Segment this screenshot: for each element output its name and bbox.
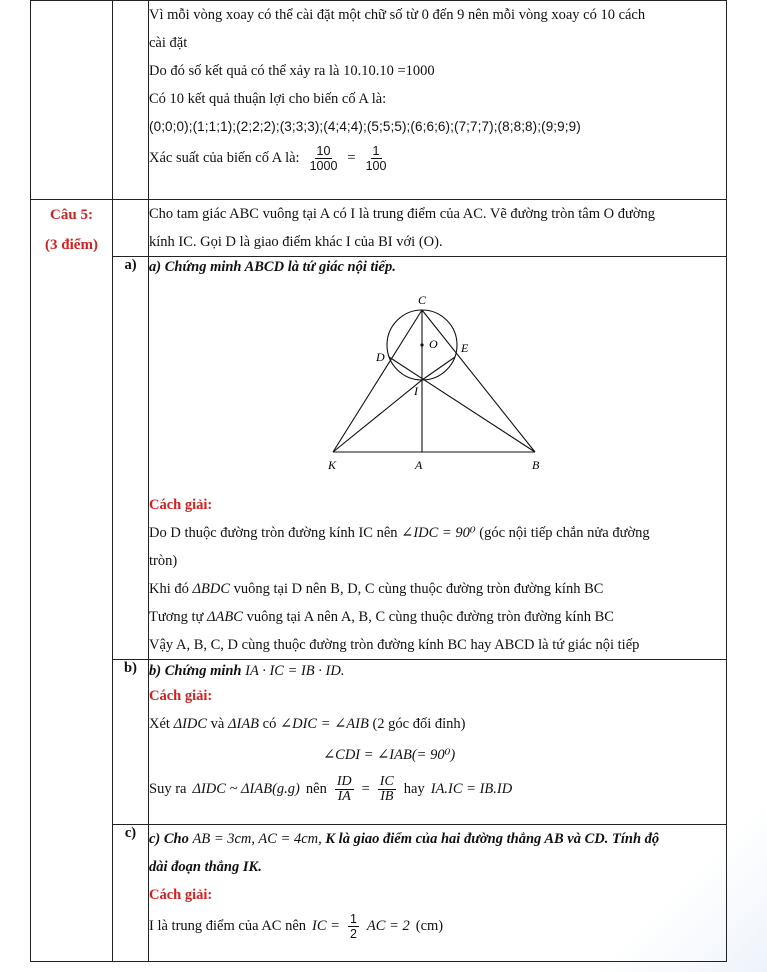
part-b-label: b)	[113, 660, 149, 825]
numerator: 1	[349, 911, 357, 926]
fraction-1-2	[348, 912, 359, 941]
text-segment: vuông tại A nên A, B, C cùng thuộc đường tròn đường kính BC	[246, 609, 614, 625]
text-segment: (2 góc đối đỉnh)	[372, 716, 466, 732]
triangle-circle-diagram	[325, 277, 555, 487]
row-probability	[31, 1, 727, 200]
text-line: Vậy A, B, C, D cùng thuộc đường tròn đường kính BC hay ABCD là tứ giác nội tiếp	[149, 637, 640, 653]
cell-blank-2	[113, 1, 149, 200]
segment-ki	[333, 380, 422, 452]
text-line: kính IC. Gọi D là giao điểm khác I của BI với (O).	[149, 234, 443, 250]
cell-part-a	[149, 257, 727, 660]
text-segment: vuông tại D nên B, D, C cùng thuộc đường tròn đường kính BC	[233, 581, 604, 597]
text-segment: c) Cho	[149, 831, 189, 847]
math-triangle-bdc: ΔBDC	[192, 581, 231, 597]
cell-part-b	[149, 660, 727, 825]
row-part-b	[31, 660, 727, 825]
fraction-1-100	[364, 144, 389, 173]
label-d: D	[376, 350, 385, 364]
denominator: IB	[380, 788, 394, 804]
solution-table	[30, 0, 727, 962]
text-line: cài đặt	[149, 35, 188, 51]
label-o: O	[429, 337, 438, 351]
solution-heading: Cách giải:	[149, 497, 213, 513]
math-triangle-idc: ΔIDC	[173, 716, 208, 732]
numerator: 10	[316, 143, 331, 158]
label-b: B	[532, 458, 540, 472]
text-line: Do đó số kết quả có thể xảy ra là 10.10.10 =1000	[149, 63, 435, 79]
question-number: Câu 5:	[50, 207, 93, 223]
text-line	[149, 603, 726, 631]
row-cau5-intro	[31, 200, 727, 257]
math-angle-cdi: ∠CDI = ∠IAB(= 90⁰)	[323, 747, 456, 763]
question-label-cell	[31, 200, 113, 962]
solution-heading: Cách giải:	[149, 688, 213, 704]
text-segment: b) Chứng minh	[149, 663, 242, 679]
equals-sign: =	[347, 150, 356, 166]
numerator: IC	[379, 773, 394, 789]
ic-length-line	[149, 909, 726, 943]
row-part-c	[31, 825, 727, 962]
part-c-title	[149, 825, 726, 853]
text-line: Có 10 kết quả thuận lợi cho biến cố A là:	[149, 91, 387, 107]
math-ia-ic-ib-id: IA · IC = IB · ID.	[245, 663, 345, 679]
math-ic: IC =	[312, 918, 340, 934]
similarity-line	[149, 772, 726, 806]
fraction-id-ia	[335, 775, 354, 804]
part-a-title: a) Chứng minh ABCD là tứ giác nội tiếp.	[149, 259, 396, 275]
text-segment: Xét	[149, 716, 170, 732]
part-c-label: c)	[113, 825, 149, 962]
center-o-dot	[420, 343, 423, 346]
cell-probability-solution	[149, 1, 727, 200]
math-angle-idc: ∠IDC = 90⁰	[401, 525, 476, 541]
text-line	[149, 575, 726, 603]
denominator: IA	[337, 788, 351, 804]
segment-kc	[333, 310, 422, 452]
fraction-ic-ib	[378, 775, 396, 804]
fraction-10-1000	[308, 144, 340, 173]
text-segment: hay	[403, 781, 425, 797]
text-line: Cho tam giác ABC vuông tại A có I là trung điểm của AC. Vẽ đường tròn tâm O đường	[149, 206, 656, 222]
text-segment: K là giao điểm của hai đường thẳng AB và CD. Tính độ	[325, 831, 660, 847]
equals-sign: =	[361, 781, 370, 797]
segment-cb	[422, 310, 535, 452]
math-angle-equality: ∠DIC = ∠AIB	[279, 716, 369, 732]
math-product-equality: IA.IC = IB.ID	[430, 781, 513, 797]
probability-line	[149, 141, 726, 175]
part-a-label: a)	[113, 257, 149, 660]
text-line: tròn)	[149, 553, 178, 569]
text-segment: nên	[305, 781, 327, 797]
solution-heading: Cách giải:	[149, 887, 213, 903]
text-segment: Do D thuộc đường tròn đường kính IC nên	[149, 525, 398, 541]
label-c: C	[418, 293, 427, 307]
numerator: ID	[336, 773, 352, 789]
row-part-a	[31, 257, 727, 660]
text-segment: (góc nội tiếp chắn nửa đường	[479, 525, 650, 541]
text-line: Vì mỗi vòng xoay có thể cài đặt một chữ số từ 0 đến 9 nên mỗi vòng xoay có 10 cách	[149, 7, 646, 23]
denominator: 1000	[309, 158, 338, 173]
text-segment: có	[262, 716, 277, 732]
text-segment: và	[210, 716, 225, 732]
math-triangle-abc: ΔABC	[207, 609, 243, 625]
numerator: 1	[372, 143, 380, 158]
text-line	[149, 710, 726, 738]
text-segment: Suy ra	[149, 781, 187, 797]
outcomes-list: (0;0;0);(1;1;1);(2;2;2);(3;3;3);(4;4;4);(5;5;5);(6;6;6);(7;7;7);(8;8;8);(9;9;9)	[149, 119, 581, 134]
math-ac: AC = 2	[366, 918, 410, 934]
text-segment: (cm)	[415, 918, 444, 934]
cell-blank-1	[31, 1, 113, 200]
probability-label: Xác suất của biến cố A là:	[149, 150, 300, 166]
label-a: A	[415, 458, 423, 472]
denominator: 100	[365, 158, 387, 173]
math-lengths: AB = 3cm, AC = 4cm,	[192, 831, 322, 847]
question-points: (3 điểm)	[45, 237, 98, 253]
geometry-figure	[325, 277, 555, 487]
cell-blank-3	[113, 200, 149, 257]
math-similar-triangles: ΔIDC ~ ΔIAB(g.g)	[192, 781, 300, 797]
part-b-title	[149, 660, 726, 682]
cell-part-c	[149, 825, 727, 962]
part-c-title-line2: dài đoạn thẳng IK.	[149, 859, 262, 875]
text-line	[149, 519, 726, 547]
text-segment: I là trung điểm của AC nên	[149, 918, 307, 934]
segment-db	[389, 357, 535, 452]
cell-problem-statement	[149, 200, 727, 257]
label-k: K	[328, 458, 337, 472]
text-segment: Khi đó	[149, 581, 189, 597]
denominator: 2	[349, 926, 357, 941]
text-segment: Tương tự	[149, 609, 204, 625]
segment-ie	[422, 357, 455, 380]
label-e: E	[461, 341, 469, 355]
label-i: I	[414, 384, 418, 398]
math-triangle-iab: ΔIAB	[227, 716, 260, 732]
